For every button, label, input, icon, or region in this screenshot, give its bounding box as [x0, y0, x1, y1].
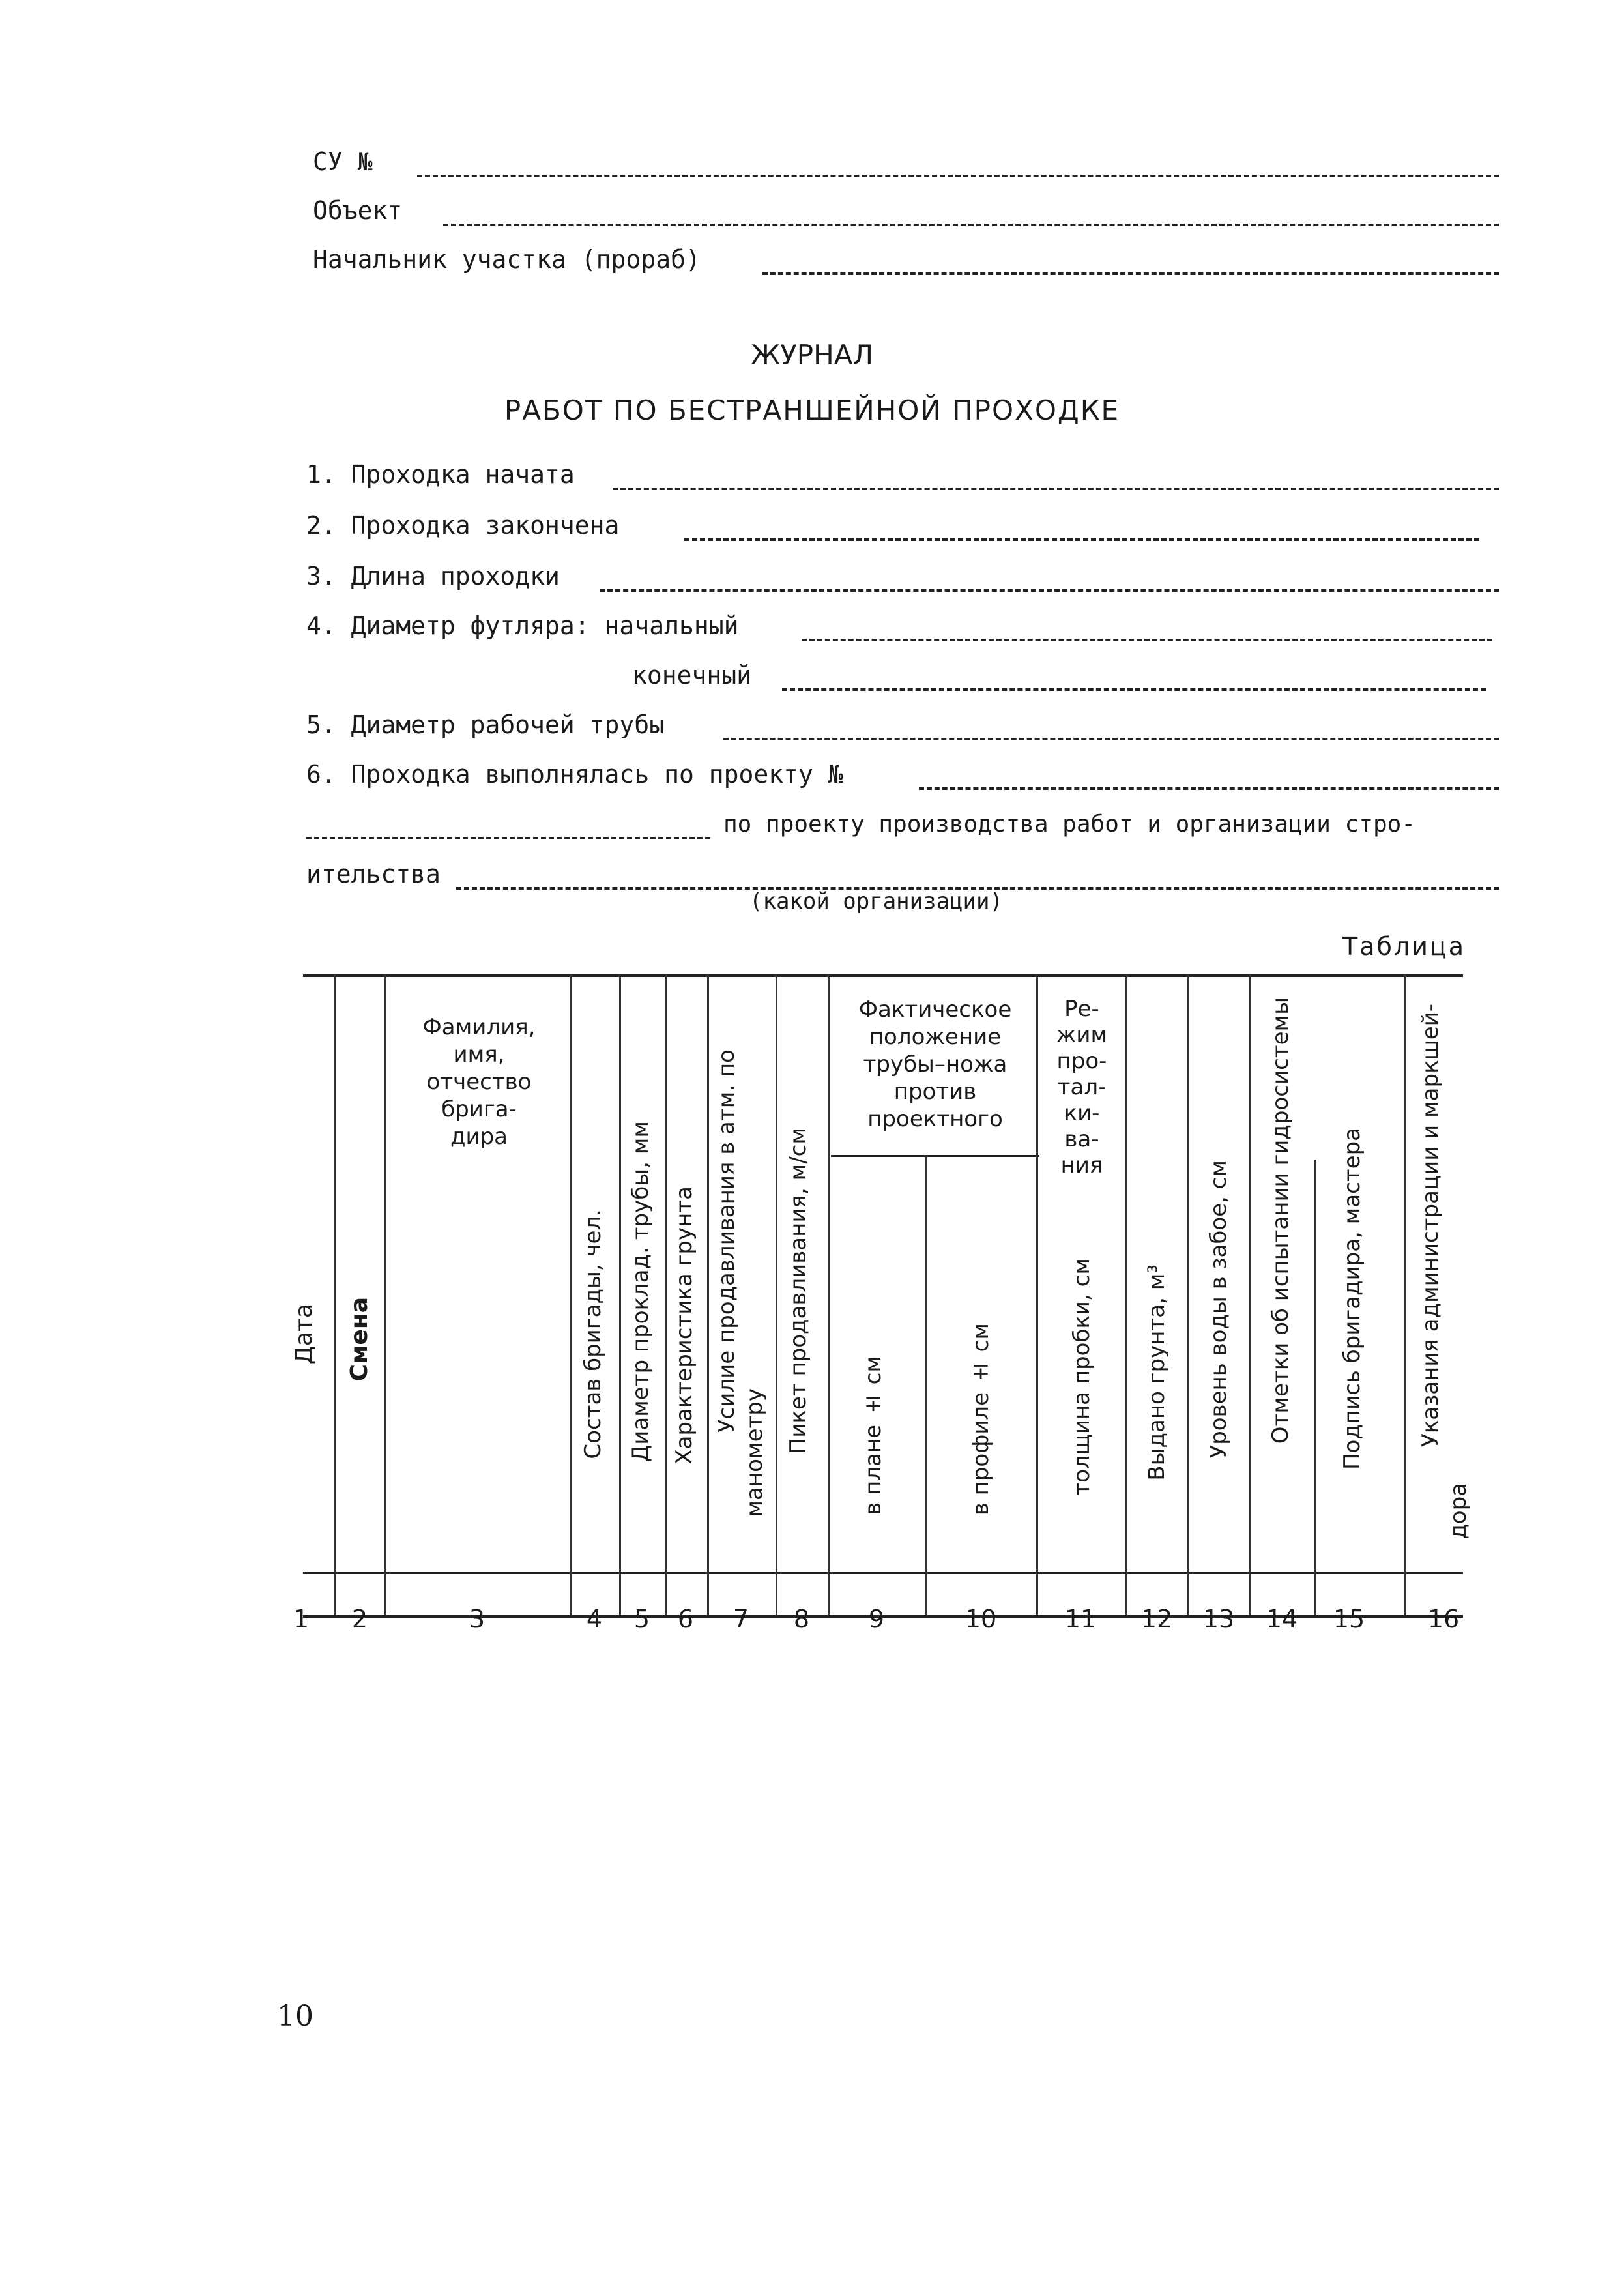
group-divider-9-10	[831, 1155, 1039, 1157]
item-pipe-diameter: 5. Диаметр рабочей трубы	[306, 710, 665, 739]
header-soil: Характеристика грунта	[671, 1186, 697, 1465]
header-instructions: Указания администрации и маркшей-	[1417, 1004, 1443, 1447]
header-plan-deviation: в плане ± см	[860, 1356, 886, 1515]
item-project-org-blank[interactable]	[306, 837, 710, 839]
col-number: 5	[633, 1605, 650, 1633]
header-date: Дата	[291, 1304, 317, 1365]
page-number: 10	[277, 2000, 313, 2033]
item-casing-start-blank[interactable]	[802, 639, 1492, 641]
col-number: 7	[732, 1605, 749, 1633]
col-number: 2	[351, 1605, 368, 1633]
col-number: 11	[1064, 1605, 1097, 1633]
header-actual-position: Фактическое положение трубы–ножа против проектного	[858, 997, 1012, 1132]
col-number: 8	[793, 1605, 810, 1633]
chief-blank[interactable]	[762, 272, 1499, 275]
item-project-hint: (какой организации)	[749, 888, 1003, 914]
table-header-border	[303, 1572, 1463, 1574]
journal-subtitle: РАБОТ ПО БЕСТРАНШЕЙНОЙ ПРОХОДКЕ	[504, 394, 1120, 426]
object-blank[interactable]	[443, 224, 1499, 226]
item-pipe-diameter-blank[interactable]	[723, 738, 1499, 740]
col-number: 6	[677, 1605, 694, 1633]
item-casing-start: 4. Диаметр футляра: начальный	[306, 611, 739, 640]
table-top-border	[303, 974, 1463, 977]
col-number: 9	[868, 1605, 885, 1633]
header-hydro-test: Отметки об испытании гидросистемы	[1268, 997, 1294, 1444]
item-length: 3. Длина проходки	[306, 562, 560, 591]
header-water-level: Уровень воды в забое, см	[1206, 1160, 1232, 1459]
header-foreman-name: Фамилия, имя, отчество брига- дира	[422, 1014, 536, 1150]
su-blank[interactable]	[417, 175, 1499, 177]
item-casing-end-blank[interactable]	[782, 688, 1486, 691]
chief-label: Начальник участка (прораб)	[313, 245, 701, 274]
header-force: Усилие продавливания в атм. по	[714, 1049, 740, 1433]
header-shift: Смена	[346, 1297, 373, 1382]
item-length-blank[interactable]	[600, 589, 1499, 592]
header-plug-thickness: толщина пробки, см	[1069, 1258, 1095, 1496]
header-picket: Пикет продавливания, м/см	[785, 1128, 811, 1455]
object-label: Объект	[313, 196, 403, 225]
header-pipe-diameter: Диаметр проклад. трубы, мм	[628, 1121, 654, 1463]
item-end: 2. Проходка закончена	[306, 511, 620, 540]
col-number: 13	[1202, 1605, 1235, 1633]
header-profile-deviation: в профиле ± см	[968, 1323, 994, 1516]
header-soil-output: Выдано грунта, м³	[1144, 1264, 1170, 1481]
col-number: 4	[586, 1605, 603, 1633]
item-project-ppr: по проекту производства работ и организации стро-	[723, 811, 1416, 838]
journal-title: ЖУРНАЛ	[750, 339, 874, 371]
col-number: 3	[469, 1605, 486, 1633]
item-casing-end: конечный	[632, 661, 752, 690]
header-crew-size: Состав бригады, чел.	[580, 1209, 606, 1459]
item-project: 6. Проходка выполнялась по проекту №	[306, 760, 843, 789]
col-number: 12	[1140, 1605, 1173, 1633]
item-project-cont: ительства	[306, 860, 441, 888]
table-caption: Таблица	[1342, 932, 1466, 961]
col-number: 14	[1266, 1605, 1298, 1633]
col-number: 15	[1333, 1605, 1365, 1633]
item-start-blank[interactable]	[613, 488, 1499, 490]
header-mode: Ре- жим про- тал- ки- ва- ния	[1056, 996, 1108, 1178]
su-label: СУ №	[313, 147, 373, 176]
header-force-2: манометру	[742, 1388, 768, 1517]
col-number: 10	[964, 1605, 997, 1633]
col-number: 1	[293, 1605, 310, 1633]
item-end-blank[interactable]	[684, 538, 1479, 541]
header-signature: Подпись бригадира, мастера	[1339, 1128, 1365, 1470]
col-number: 16	[1427, 1605, 1460, 1633]
header-instructions-2: дора	[1445, 1483, 1472, 1539]
item-project-blank[interactable]	[919, 787, 1499, 790]
item-start: 1. Проходка начата	[306, 460, 575, 489]
